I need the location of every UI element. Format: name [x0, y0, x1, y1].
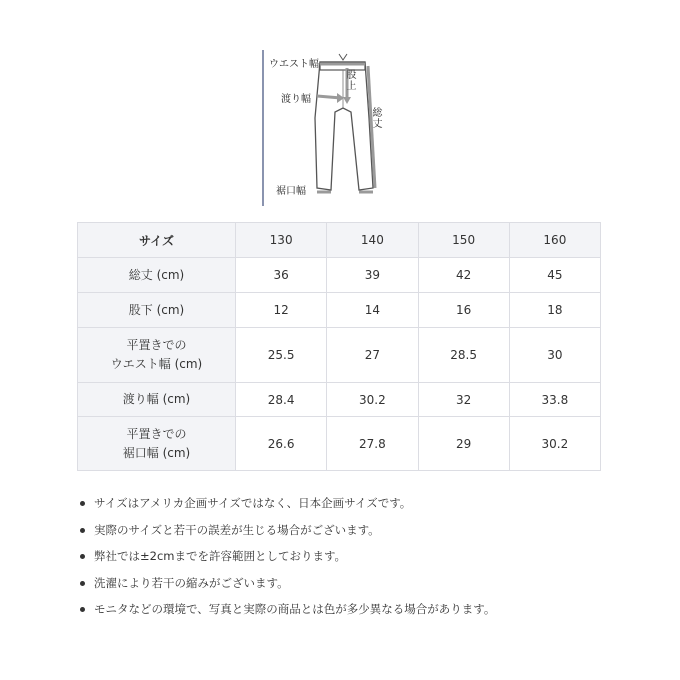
table-cell: 27 [327, 328, 418, 383]
row-label: 平置きでの ウエスト幅 (cm) [78, 328, 236, 383]
table-cell: 36 [236, 258, 327, 293]
table-cell: 32 [418, 383, 509, 417]
table-cell: 39 [327, 258, 418, 293]
row-label: 平置きでの 裾口幅 (cm) [78, 417, 236, 471]
table-cell: 25.5 [236, 328, 327, 383]
bullet-icon [80, 581, 85, 586]
row-label: 股下 (cm) [78, 293, 236, 328]
list-item: 実際のサイズと若干の誤差が生じる場合がございます。 [78, 517, 638, 544]
table-cell: 16 [418, 293, 509, 328]
list-item: 洗濯により若干の縮みがございます。 [78, 570, 638, 597]
size-table [77, 222, 601, 471]
pants-measurement-diagram [255, 48, 405, 208]
table-cell: 14 [327, 293, 418, 328]
table-cell: 28.4 [236, 383, 327, 417]
size-header-label: サイズ [78, 223, 236, 258]
size-header-160: 160 [509, 223, 600, 258]
table-cell: 30.2 [327, 383, 418, 417]
list-item: 弊社では±2cmまでを許容範囲としております。 [78, 543, 638, 570]
table-cell: 27.8 [327, 417, 418, 471]
table-cell: 12 [236, 293, 327, 328]
row-label: 総丈 (cm) [78, 258, 236, 293]
bullet-icon [80, 528, 85, 533]
table-cell: 30.2 [509, 417, 600, 471]
notes-list [78, 490, 638, 623]
table-cell: 28.5 [418, 328, 509, 383]
size-header-row [78, 223, 601, 258]
size-header-150: 150 [418, 223, 509, 258]
table-cell: 18 [509, 293, 600, 328]
table-row-thigh [78, 383, 601, 417]
table-cell: 42 [418, 258, 509, 293]
bullet-icon [80, 607, 85, 612]
bullet-icon [80, 501, 85, 506]
table-row-hem [78, 417, 601, 471]
label-length: 総丈 [372, 108, 383, 130]
label-waist: ウエスト幅 [269, 59, 319, 70]
label-rise: 股上 [346, 70, 357, 92]
table-row-total-length [78, 258, 601, 293]
row-label: 渡り幅 (cm) [78, 383, 236, 417]
list-item: サイズはアメリカ企画サイズではなく、日本企画サイズです。 [78, 490, 638, 517]
size-header-130: 130 [236, 223, 327, 258]
table-cell: 45 [509, 258, 600, 293]
label-thigh: 渡り幅 [281, 94, 311, 105]
table-cell: 30 [509, 328, 600, 383]
table-cell: 33.8 [509, 383, 600, 417]
size-header-140: 140 [327, 223, 418, 258]
table-cell: 29 [418, 417, 509, 471]
table-row-inseam [78, 293, 601, 328]
list-item: モニタなどの環境で、写真と実際の商品とは色が多少異なる場合があります。 [78, 596, 638, 623]
label-hem: 裾口幅 [276, 186, 306, 197]
table-cell: 26.6 [236, 417, 327, 471]
table-row-waist [78, 328, 601, 383]
bullet-icon [80, 554, 85, 559]
